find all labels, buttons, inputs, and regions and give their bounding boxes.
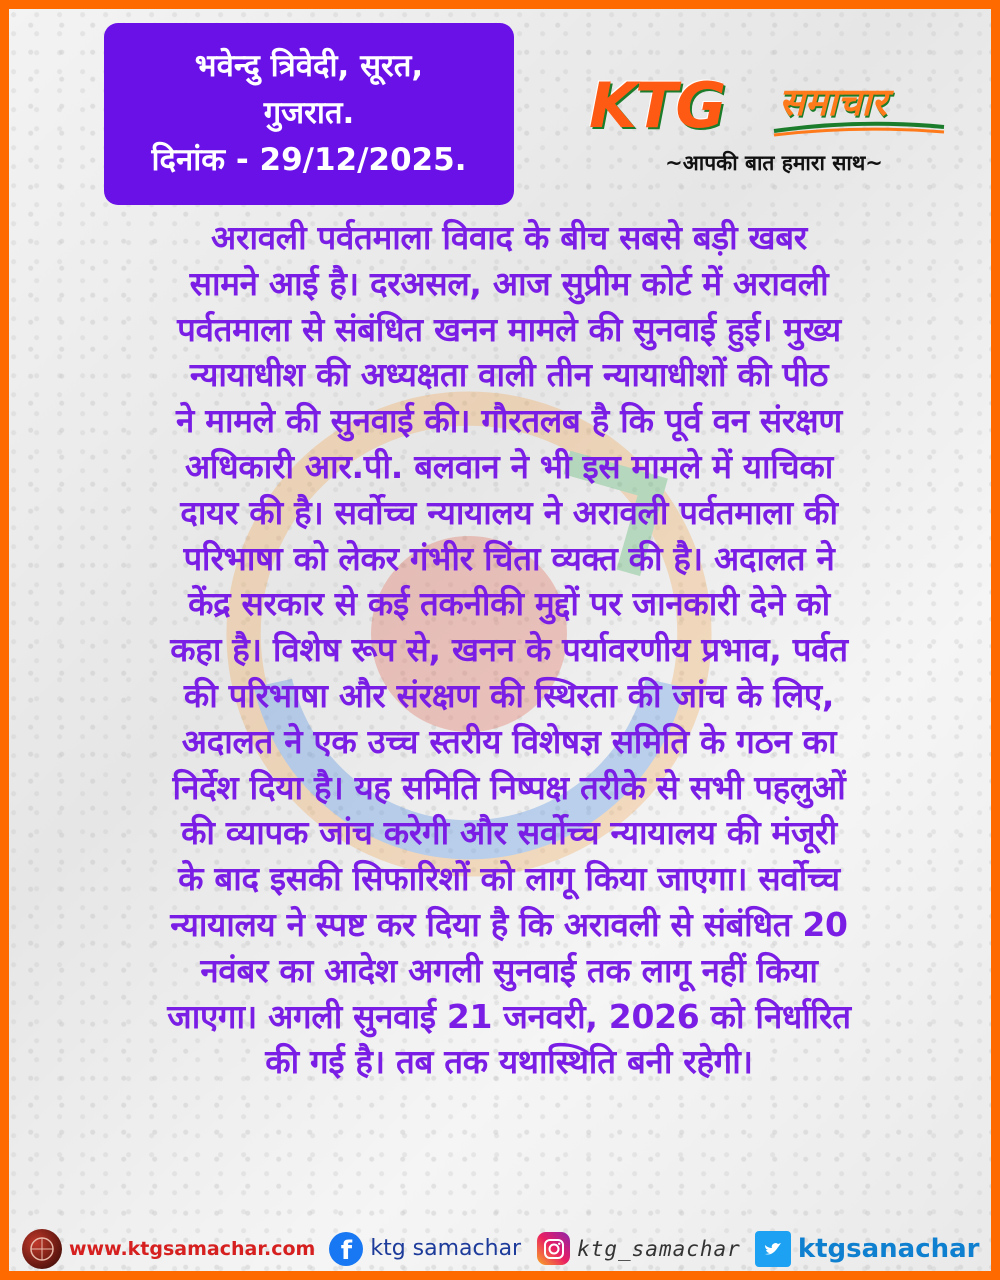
article-line: नवंबर का आदेश अगली सुनवाई तक लागू नहीं किया <box>200 950 818 990</box>
article-line: की परिभाषा और संरक्षण की स्थिरता की जांच के लिए, <box>183 675 835 715</box>
article-line: ने मामले की सुनवाई की। गौरतलब है कि पूर्व वन संरक्षण <box>176 401 842 441</box>
article-line: अदालत ने एक उच्च स्तरीय विशेषज्ञ समिति के गठन का <box>181 721 837 761</box>
facebook-link[interactable] <box>329 1232 521 1266</box>
article-line: की गई है। तब तक यथास्थिति बनी रहेगी। <box>265 1042 753 1082</box>
website-link[interactable] <box>22 1229 315 1269</box>
logo-samachar-text: समाचार <box>779 80 887 124</box>
article-line: के बाद इसकी सिफारिशों को लागू किया जाएगा। सर्वोच्च <box>178 859 840 899</box>
globe-icon <box>22 1229 62 1269</box>
ktg-samachar-logo <box>589 71 959 141</box>
logo-tagline: ~आपकी बात हमारा साथ~ <box>665 151 883 175</box>
instagram-icon <box>537 1232 570 1265</box>
logo-ktg-text: KTG <box>589 69 725 142</box>
logo-swoosh-icon <box>769 117 949 137</box>
byline-date: दिनांक - 29/12/2025. <box>151 142 467 178</box>
twitter-icon <box>755 1231 791 1267</box>
article-line: दायर की है। सर्वोच्च न्यायालय ने अरावली पर्वतमाला की <box>180 492 838 532</box>
byline-state: गुजरात. <box>263 95 355 131</box>
twitter-handle: ktgsanachar <box>797 1233 980 1264</box>
article-line: परिभाषा को लेकर गंभीर चिंता व्यक्त की है। अदालत ने <box>183 538 835 578</box>
byline-author: भवेन्दु त्रिवेदी, सूरत, <box>194 48 424 84</box>
article-line: जाएगा। अगली सुनवाई 21 जनवरी, 2026 को निर्धारित <box>167 996 851 1036</box>
article-line: केंद्र सरकार से कई तकनीकी मुद्दों पर जानकारी देने को <box>188 584 830 624</box>
news-article <box>39 215 979 1085</box>
byline-box <box>104 23 514 205</box>
social-footer <box>18 1217 982 1280</box>
article-line: अधिकारी आर.पी. बलवान ने भी इस मामले में याचिका <box>184 446 834 486</box>
article-line: पर्वतमाला से संबंधित खनन मामले की सुनवाई हुई। मुख्य <box>177 309 841 349</box>
article-line: अरावली पर्वतमाला विवाद के बीच सबसे बड़ी खबर <box>211 218 807 257</box>
article-line: की व्यापक जांच करेगी और सर्वोच्च न्यायालय की मंजूरी <box>181 813 837 853</box>
facebook-handle: ktg samachar <box>370 1236 522 1261</box>
article-line: निर्देश दिया है। यह समिति निष्पक्ष तरीके से सभी पहलुओं <box>172 767 846 807</box>
article-line: कहा है। विशेष रूप से, खनन के पर्यावरणीय प्रभाव, पर्वत <box>170 630 848 670</box>
article-line: न्यायालय ने स्पष्ट कर दिया है कि अरावली से संबंधित 20 <box>170 904 848 944</box>
article-line: सामने आई है। दरअसल, आज सुप्रीम कोर्ट में अरावली <box>189 263 829 303</box>
instagram-handle: ktg_samachar <box>577 1236 741 1261</box>
instagram-link[interactable] <box>537 1232 741 1265</box>
facebook-icon: f <box>329 1232 363 1266</box>
article-line: न्यायाधीश की अध्यक्षता वाली तीन न्यायाधीशों की पीठ <box>189 355 829 395</box>
twitter-link[interactable] <box>755 1231 980 1267</box>
website-url: www.ktgsamachar.com <box>69 1237 316 1260</box>
